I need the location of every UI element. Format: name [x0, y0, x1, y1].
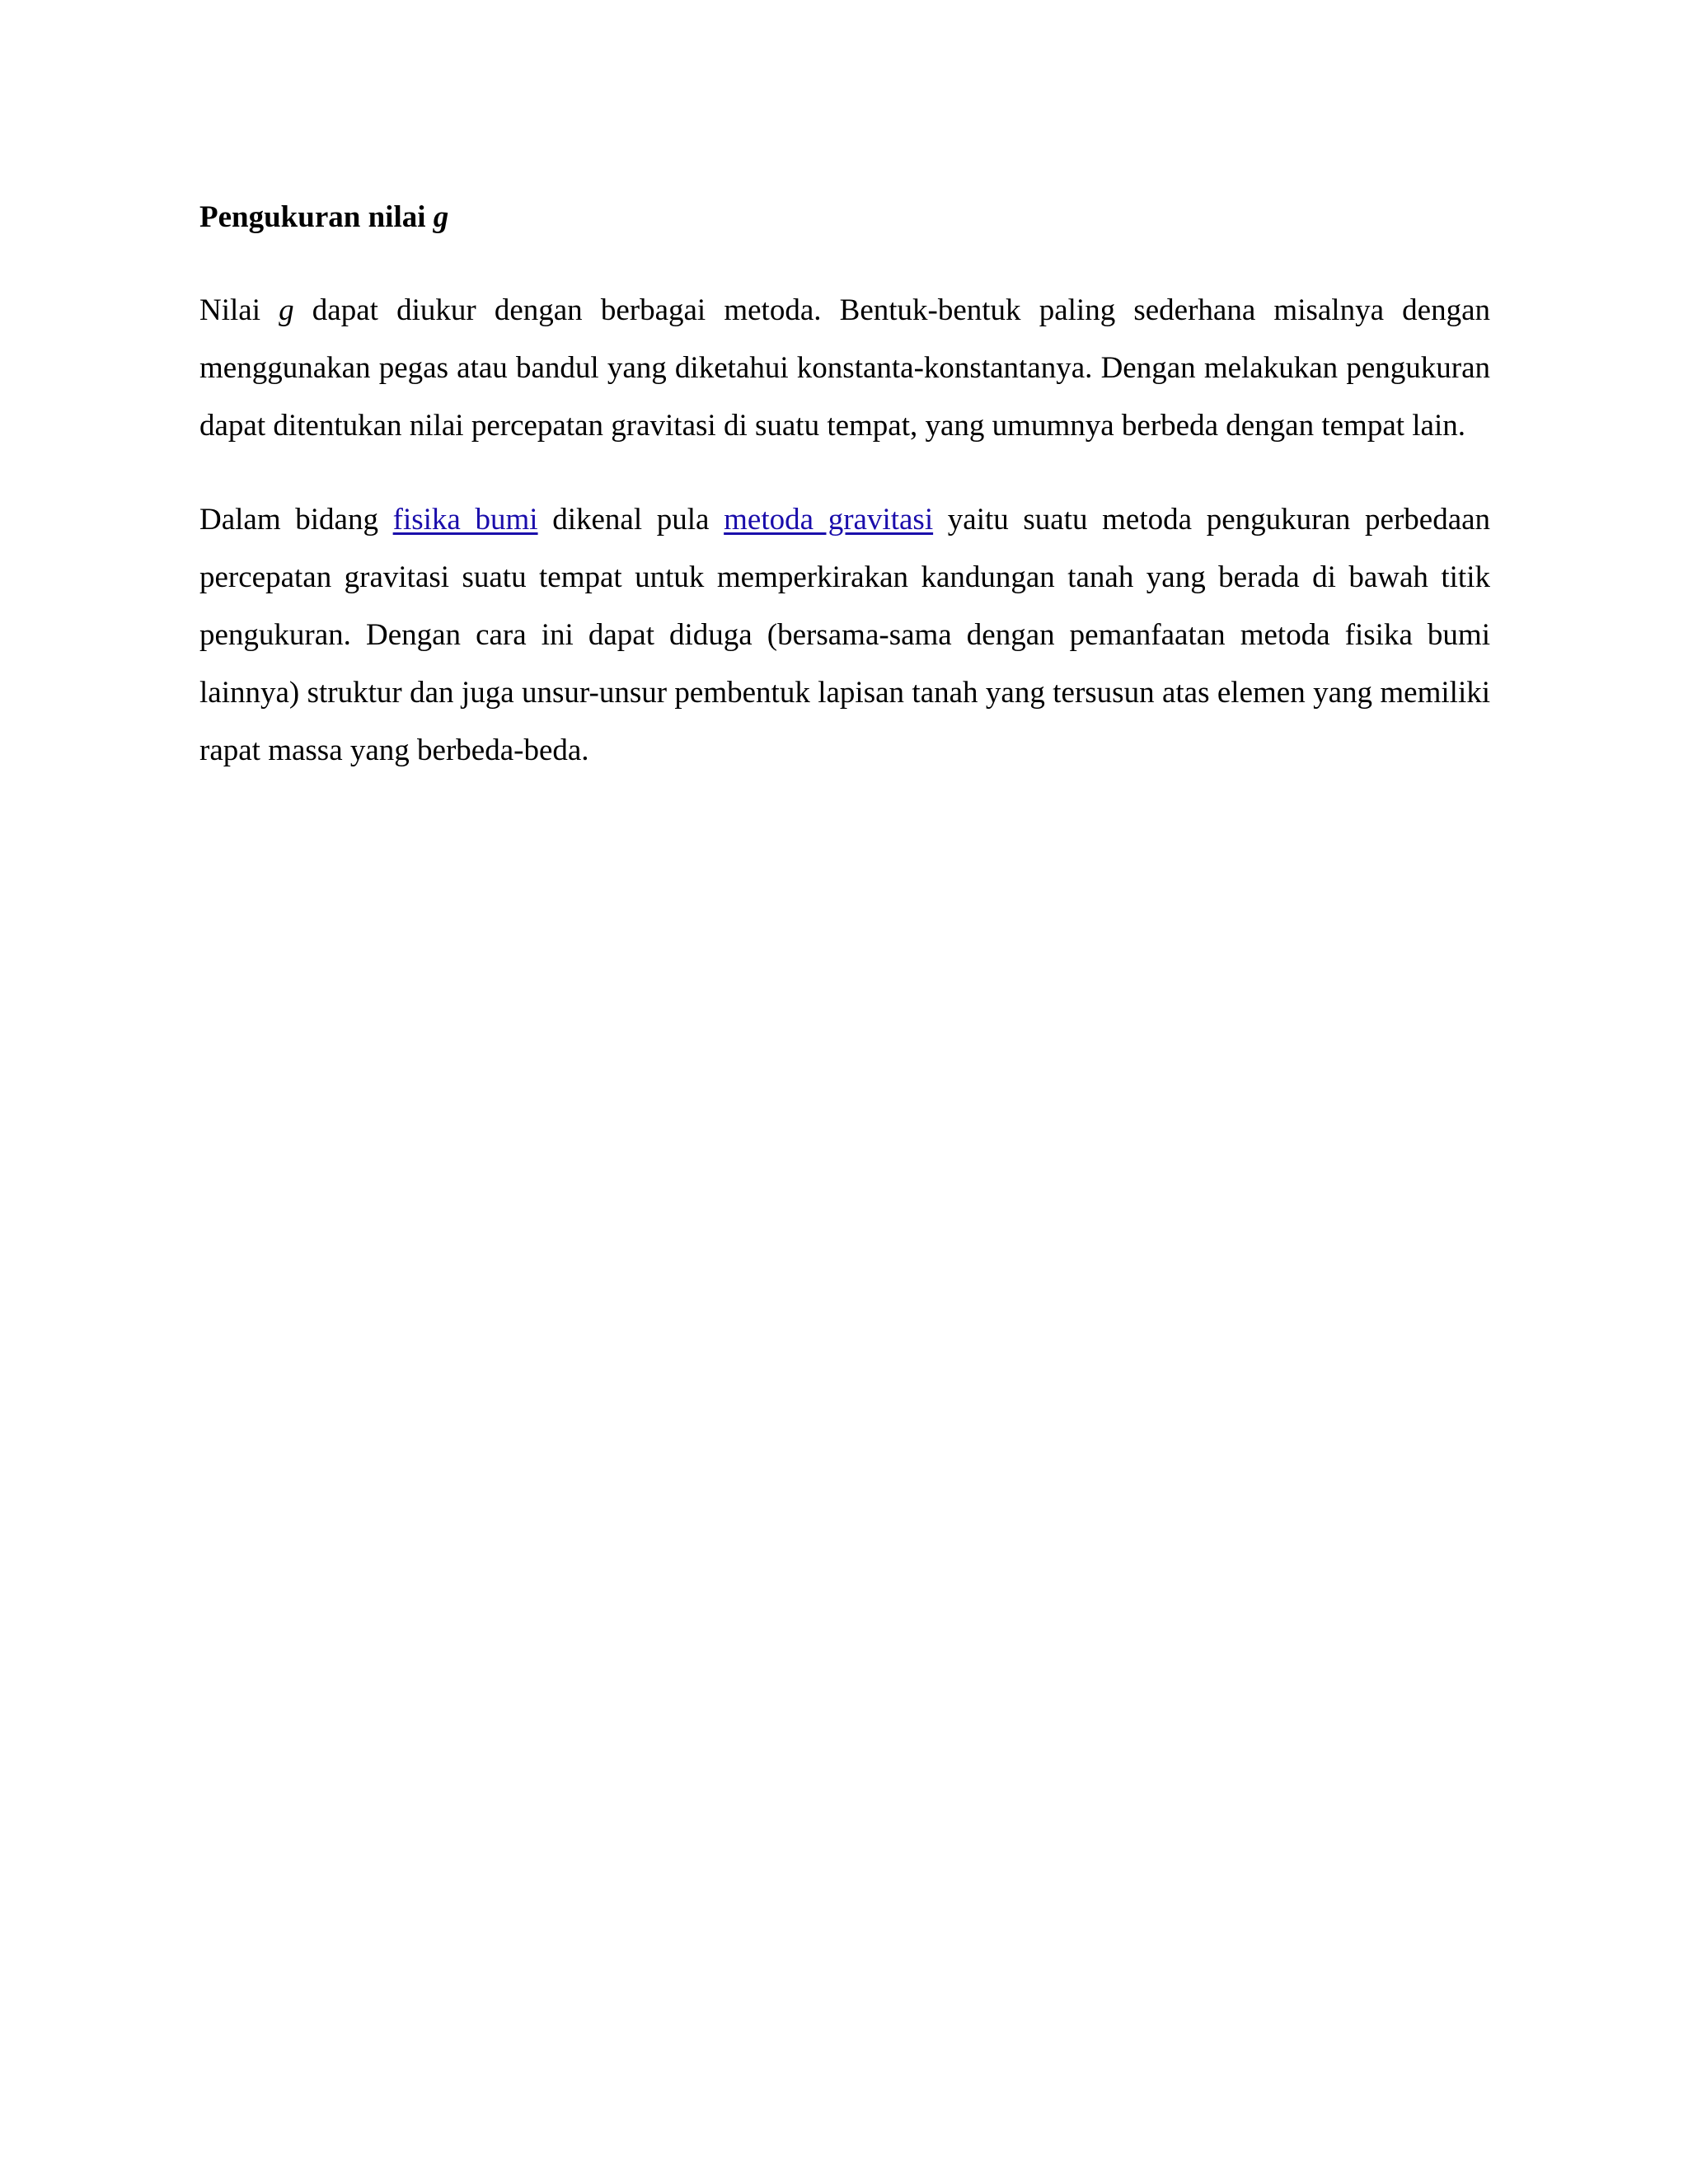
- paragraph2-part2: dikenal pula: [552, 503, 710, 537]
- link-metoda-gravitasi[interactable]: metoda gravitasi: [724, 503, 934, 537]
- heading-variable: g: [433, 200, 449, 234]
- paragraph1-part2: dapat diukur dengan berbagai metoda. Bentuk-bentuk paling sederhana misalnya dengan menggunakan pegas atau bandul yang diketahui konstanta-konstantanya. Dengan melakukan pengukuran dapat ditentukan nilai percepatan gravitasi di suatu tempat, yang umumnya berbeda dengan tempat lain.: [199, 293, 1490, 443]
- document-body: [199, 194, 1490, 816]
- paragraph1-variable: g: [279, 293, 294, 327]
- paragraph2-part1: Dalam bidang: [199, 503, 378, 537]
- paragraph-measurement: [199, 282, 1490, 455]
- paragraph-gravity-method: [199, 491, 1490, 780]
- link-fisika-bumi[interactable]: fisika bumi: [392, 503, 538, 537]
- paragraph2-part3: yaitu suatu metoda pengukuran perbedaan percepatan gravitasi suatu tempat untuk memperkirakan kandungan tanah yang berada di bawah titik pengukuran. Dengan cara ini dapat diduga (bersama-sama dengan pemanfaatan metoda fisika bumi lainnya) struktur dan juga unsur-unsur pembentuk lapisan tanah yang tersusun atas elemen yang memiliki rapat massa yang berbeda-beda.: [199, 503, 1491, 767]
- section-heading: [199, 194, 1490, 241]
- paragraph1-part1: Nilai: [199, 293, 260, 327]
- heading-text: Pengukuran nilai: [199, 200, 426, 234]
